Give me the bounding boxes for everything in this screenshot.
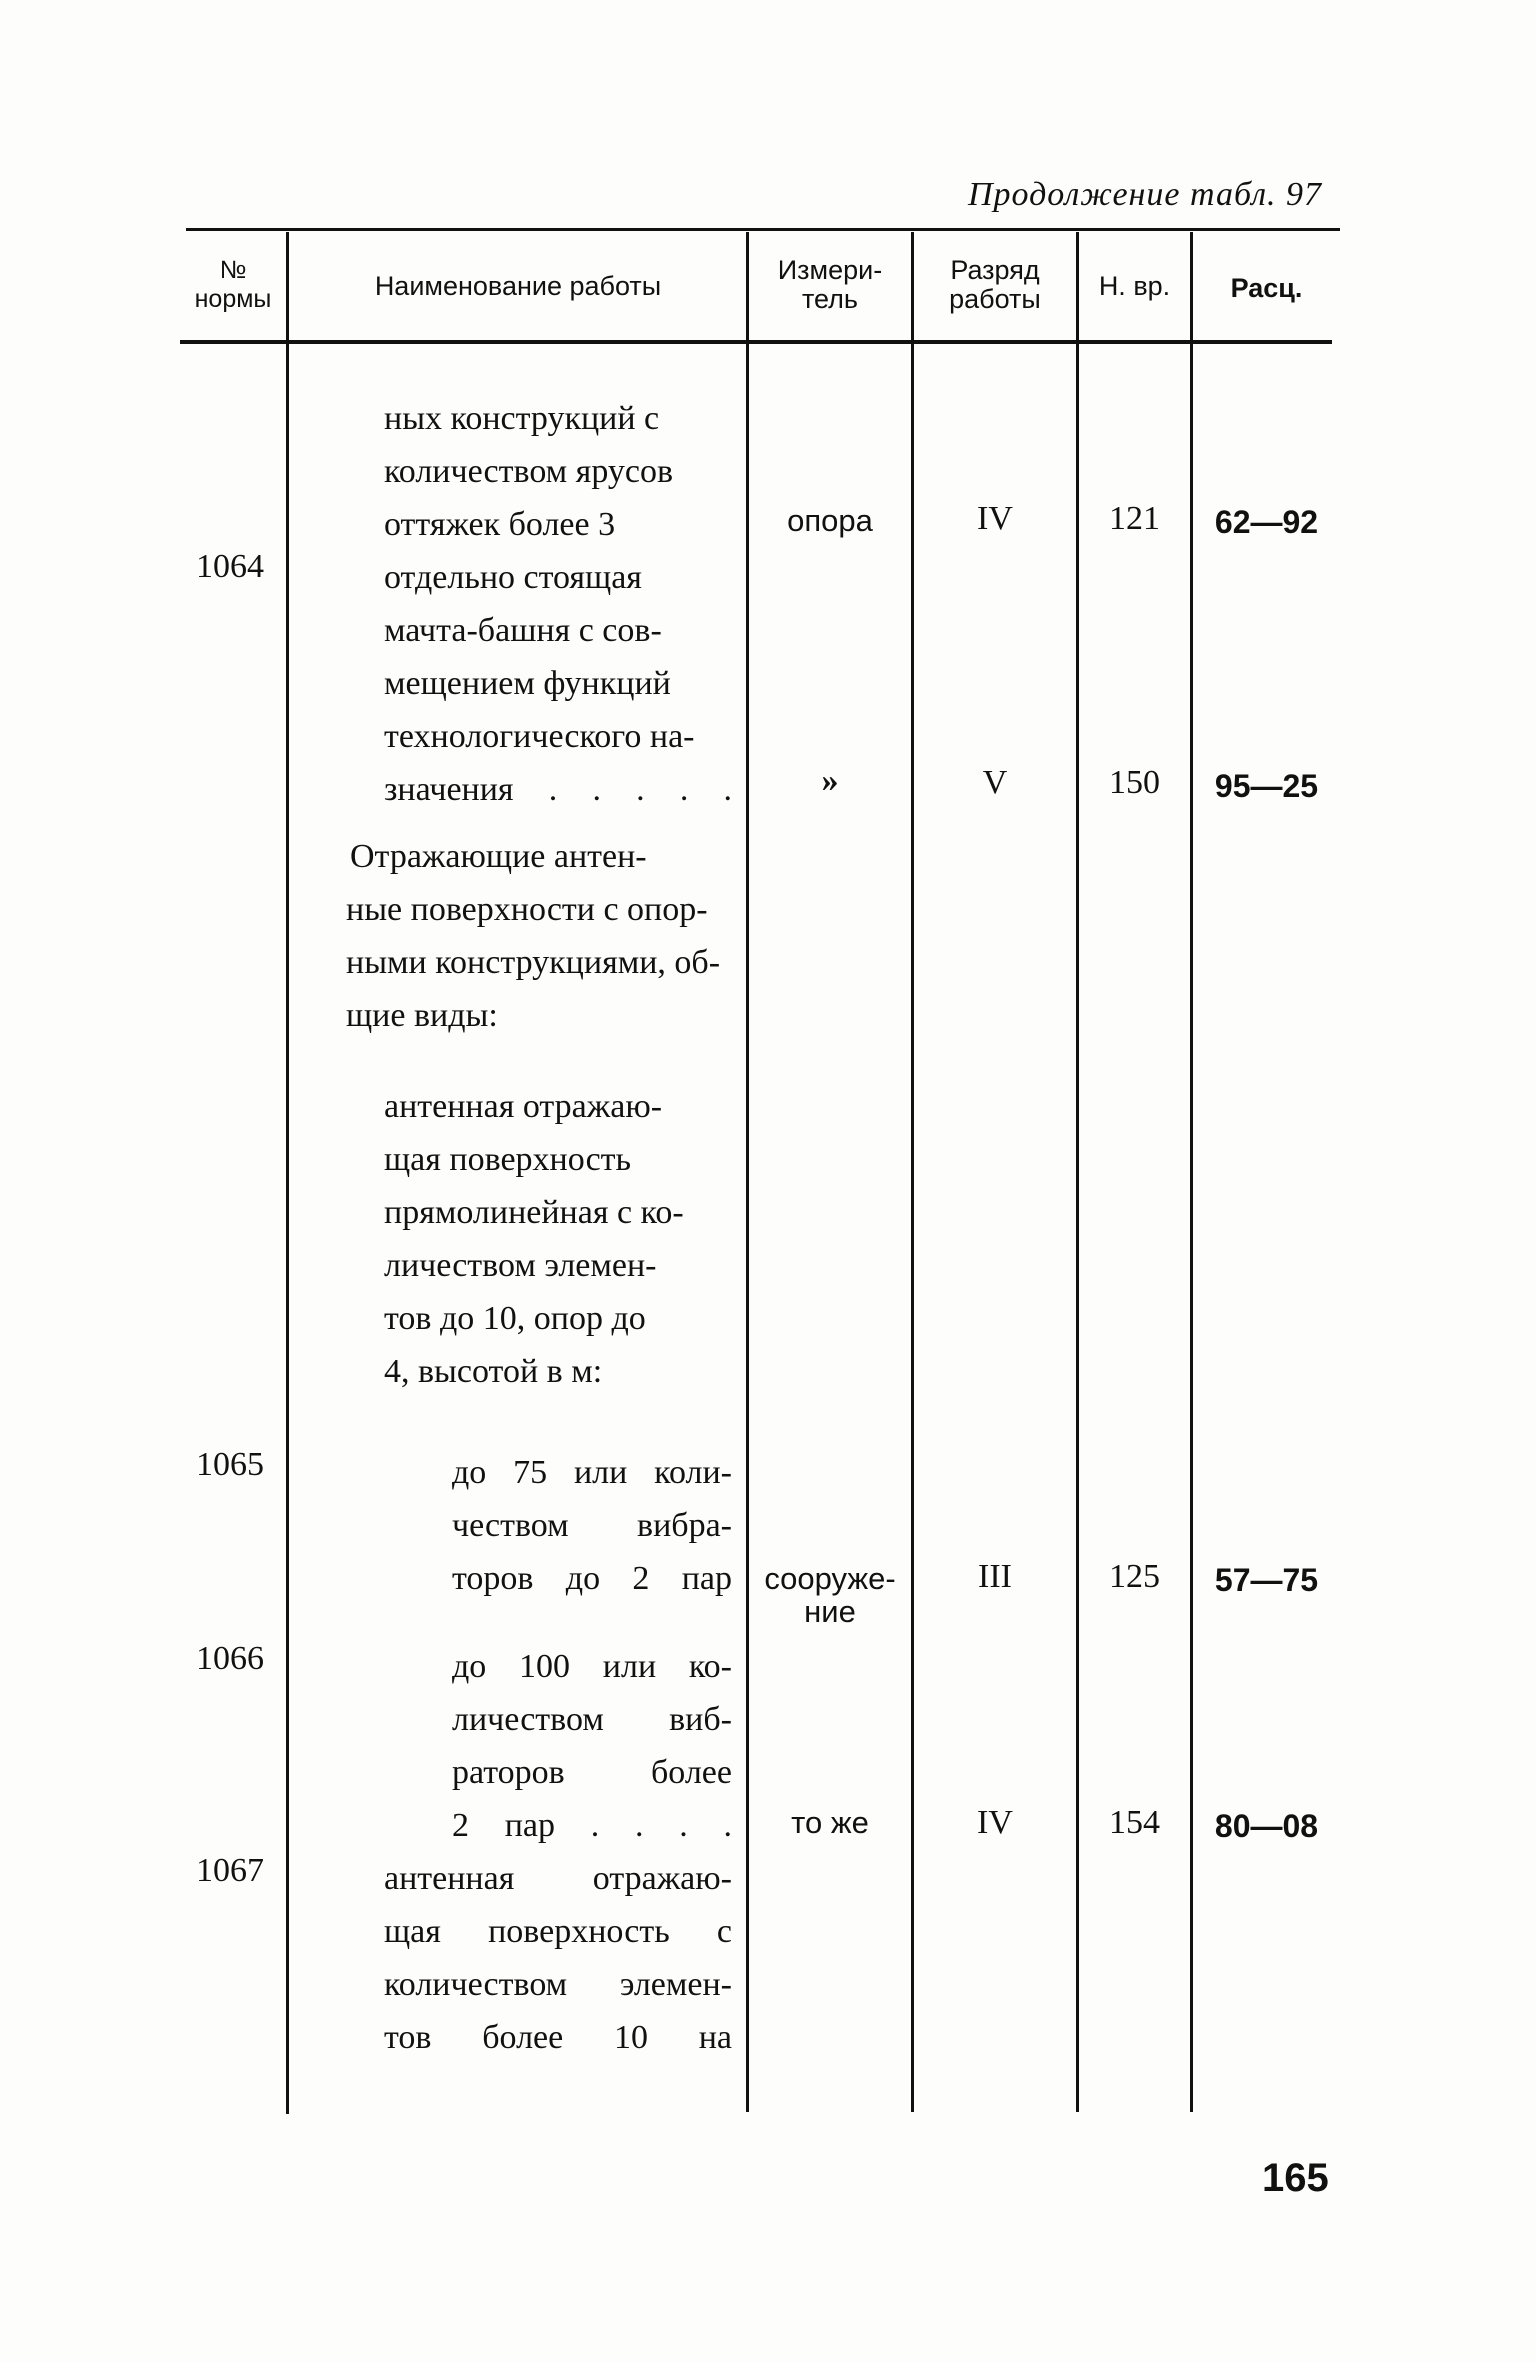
grade-cell: III [978,1558,1012,1595]
unit-cell: опора [787,503,873,538]
work-text-reflective-surfaces [346,830,732,1042]
header-unit-line1: Измери- [777,255,883,285]
work-text-antenna-rectilinear [384,1080,732,1398]
text-line: ных конструкций с [384,400,660,437]
text-line: мещением функций [384,665,671,702]
text-line: тов более 10 на [384,2019,732,2056]
grade-cell: V [982,764,1008,801]
grade-cell: IV [977,1804,1013,1841]
norm-number-1067: 1067 [196,1852,264,1889]
time-norm-cell: 125 [1109,1558,1160,1595]
header-norm-number [180,256,286,314]
text-line: щая поверхность с [384,1913,732,1950]
unit-cell: то же [791,1805,869,1840]
work-text-1064 [384,392,732,816]
header-norm-label: нормы [194,285,272,313]
text-line: тов до 10, опор до [384,1300,646,1337]
text-line: раторов более [452,1754,732,1791]
rate-cell: 62—92 [1214,504,1319,540]
text-line: 2 пар . . . . [452,1807,732,1844]
header-rate: Расц. [1230,273,1303,303]
text-line: щая поверхность [384,1141,632,1178]
text-line: личеством элемен- [384,1247,657,1284]
text-line: ными конструкциями, об- [346,944,721,981]
table-continuation-caption: Продолжение табл. 97 [968,176,1323,213]
text-line: мачта-башня с сов- [384,612,662,649]
time-norm-cell: 121 [1109,500,1160,537]
rate-cell: 80—08 [1214,1808,1319,1844]
text-line: количеством ярусов [384,453,674,490]
work-text-1065 [452,1446,732,1605]
column-divider-1 [286,232,289,2114]
text-line: значения . . . . . [384,771,732,808]
work-text-1066 [452,1640,732,1852]
text-line: технологического на- [384,718,695,755]
header-work-name: Наименование работы [374,271,662,301]
text-line: оттяжек более 3 [384,506,616,543]
header-time-norm: Н. вр. [1098,271,1171,301]
text-line: личеством виб- [452,1701,732,1738]
header-grade [914,256,1076,314]
norm-number-1064: 1064 [196,548,264,585]
text-line: антенная отражаю- [384,1088,663,1125]
table-top-rule [186,228,1340,231]
norm-number-1066: 1066 [196,1640,264,1677]
page-number: 165 [1262,2156,1329,2200]
text-line: отдельно стоящая [384,559,642,596]
text-line: чеством вибра- [452,1507,732,1544]
norm-number-1065: 1065 [196,1446,264,1483]
unit-cell [749,1562,911,1628]
header-grade-line1: Разряд [950,255,1040,285]
rate-cell: 95—25 [1214,768,1319,804]
work-text-1067 [384,1852,732,2064]
text-line: щие виды: [346,997,498,1034]
text-line: количеством элемен- [384,1966,732,2003]
text-line: 4, высотой в м: [384,1353,603,1390]
header-norm-symbol: № [219,256,247,284]
text-line: антенная отражаю- [384,1860,732,1897]
text-line: ные поверхности с опор- [346,891,708,928]
unit-line: ние [804,1594,856,1629]
text-line: до 100 или ко- [452,1648,732,1685]
grade-cell: IV [977,500,1013,537]
text-line: прямолинейная с ко- [384,1194,684,1231]
table-header-rule [180,340,1332,344]
text-line: до 75 или коли- [452,1454,732,1491]
header-unit-line2: тель [801,284,858,314]
header-unit [749,256,911,314]
text-line: торов до 2 пар [452,1560,732,1597]
header-grade-line2: работы [949,284,1041,314]
time-norm-cell: 150 [1109,764,1160,801]
time-norm-cell: 154 [1109,1804,1160,1841]
rate-cell: 57—75 [1214,1562,1319,1598]
unit-cell: » [821,762,839,799]
text-line: Отражающие антен- [350,838,647,875]
unit-line: сооруже- [764,1561,896,1596]
